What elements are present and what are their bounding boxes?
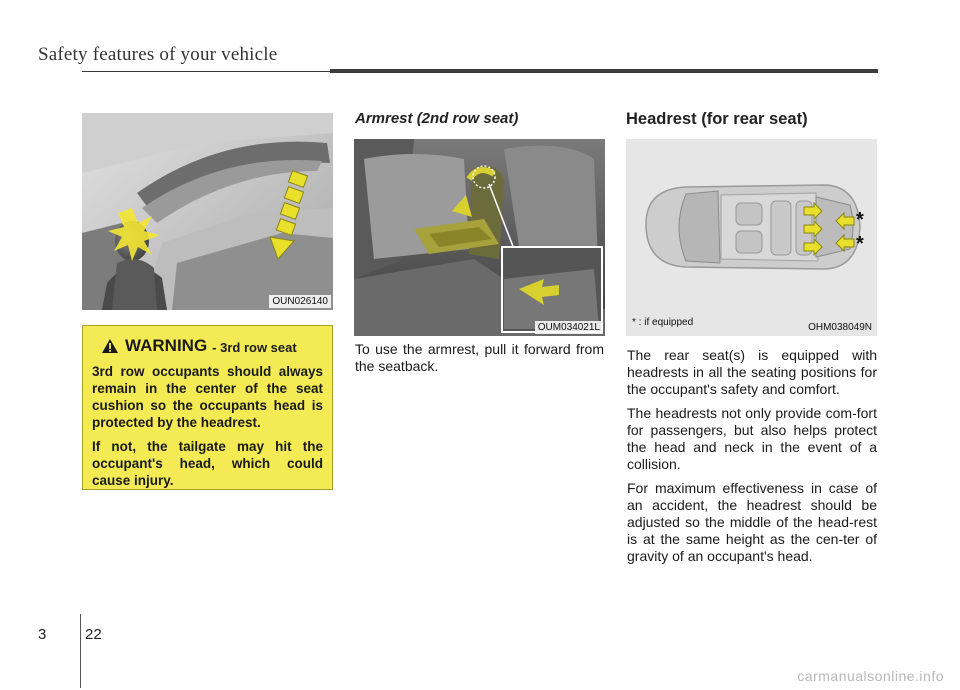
warning-word: WARNING (125, 336, 208, 355)
headrest-text-block (627, 347, 877, 565)
headrest-section-title: Headrest (for rear seat) (626, 110, 808, 128)
headrest-paragraph-3: For maximum effectiveness in case of an accident, the headrest should be adjusted so the middle of the head-rest is at the same height as the cen-ter of gravity of an occupant's head. (627, 480, 877, 564)
page-header-title: Safety features of your vehicle (38, 44, 278, 65)
figure-code-right: OHM038049N (808, 322, 872, 333)
page-number-divider (80, 614, 81, 688)
warning-triangle-icon (101, 338, 119, 354)
headrest-paragraph-2: The headrests not only provide com-fort for passengers, but also helps protect the head and neck in the event of a collision. (627, 405, 877, 472)
figure-code-middle: OUM034021L (535, 321, 603, 334)
figure-legend: * : if equipped (632, 317, 694, 328)
tailgate-illustration (82, 113, 333, 310)
equipped-mark-1: * (856, 209, 864, 231)
armrest-illustration (354, 139, 605, 336)
watermark: carmanualsonline.info (797, 668, 944, 684)
tailgate-head-figure (82, 113, 333, 310)
headrest-paragraph-1: The rear seat(s) is equipped with headrests in all the seating positions for the occupant's safety and comfort. (627, 347, 877, 397)
warning-paragraph-2: If not, the tailgate may hit the occupant's head, which could cause injury. (92, 439, 323, 488)
header-rule-thin (82, 71, 332, 72)
armrest-section-title: Armrest (2nd row seat) (355, 110, 519, 127)
armrest-paragraph: To use the armrest, pull it forward from the seatback. (355, 341, 604, 374)
page-number: 22 (85, 626, 102, 643)
warning-heading (101, 336, 323, 356)
warning-subtitle: - 3rd row seat (212, 339, 297, 355)
equipped-mark-2: * (856, 233, 864, 255)
chapter-number: 3 (38, 626, 47, 643)
armrest-figure (354, 139, 605, 336)
header-rule-thick (330, 69, 878, 73)
warning-box (82, 325, 333, 490)
headrest-figure (626, 139, 877, 336)
warning-paragraph-1: 3rd row occupants should always remain in the center of the seat cushion so the occupants head is protected by the headrest. (92, 364, 323, 430)
figure-code-left: OUN026140 (269, 295, 331, 308)
car-top-view-illustration (626, 139, 877, 336)
